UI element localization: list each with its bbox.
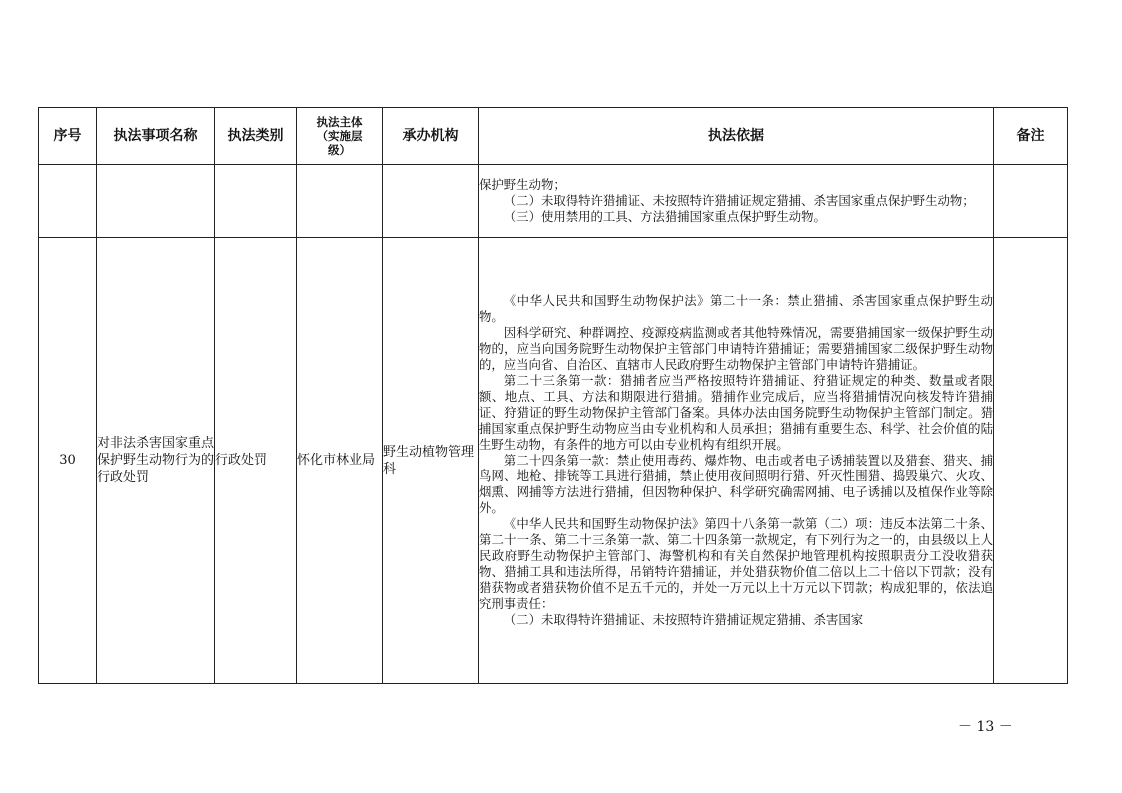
basis-paragraph: 第二十四条第一款：禁止使用毒药、爆炸物、电击或者电子诱捕装置以及猎套、猎夹、捕鸟网、地枪、排铳等工具进行猎捕，禁止使用夜间照明行猎、歼灭性围猎、捣毁巢穴、火攻、烟熏、网捕等方法进行猎捕，但因物种保护、科学研究确需网捕、电子诱捕以及植保作业等除外。 bbox=[479, 452, 993, 516]
header-basis: 执法依据 bbox=[479, 108, 994, 165]
header-remark: 备注 bbox=[994, 108, 1068, 165]
basis-paragraph: 第二十三条第一款：猎捕者应当严格按照特许猎捕证、狩猎证规定的种类、数量或者限额、地点、工具、方法和期限进行猎捕。猎捕作业完成后，应当将猎捕情况向核发特许猎捕证、狩猎证的野生动物保护主管部门备案。具体办法由国务院野生动物保护主管部门制定。猎捕国家重点保护野生动物应当由专业机构和人员承担；猎捕有重要生态、科学、社会价值的陆生野生动物，有条件的地方可以由专业机构有组织开展。 bbox=[479, 373, 993, 452]
cont-subject-cell bbox=[297, 165, 383, 238]
basis-paragraph: （二）未取得特许猎捕证、未按照特许猎捕证规定猎捕、杀害国家重点保护野生动物； bbox=[503, 193, 975, 209]
row-office: 野生动植物管理科 bbox=[383, 238, 479, 684]
continuation-row bbox=[39, 165, 1068, 238]
row-seq: 30 bbox=[39, 238, 97, 684]
row-item-name: 对非法杀害国家重点保护野生动物行为的行政处罚 bbox=[97, 238, 215, 684]
basis-paragraph: 保护野生动物； bbox=[479, 177, 566, 193]
header-subject-line2: （实施层 bbox=[316, 129, 363, 143]
header-row bbox=[39, 108, 1068, 165]
row-remark bbox=[994, 238, 1068, 684]
row-category: 行政处罚 bbox=[215, 238, 297, 684]
header-subject-line3: 级） bbox=[328, 143, 351, 157]
cont-category-cell bbox=[215, 165, 297, 238]
header-subject bbox=[297, 108, 383, 165]
basis-paragraph: 《中华人民共和国野生动物保护法》第二十一条：禁止猎捕、杀害国家重点保护野生动物。 bbox=[479, 293, 993, 325]
page-number: － 13 － bbox=[958, 719, 1013, 735]
cont-item-cell bbox=[97, 165, 215, 238]
cont-basis-cell bbox=[479, 165, 994, 238]
header-category: 执法类别 bbox=[215, 108, 297, 165]
cont-remark-cell bbox=[994, 165, 1068, 238]
cont-seq-cell bbox=[39, 165, 97, 238]
header-item-name: 执法事项名称 bbox=[97, 108, 215, 165]
basis-paragraph: （二）未取得特许猎捕证、未按照特许猎捕证规定猎捕、杀害国家 bbox=[503, 611, 864, 627]
row-basis bbox=[479, 238, 994, 684]
cont-office-cell bbox=[383, 165, 479, 238]
basis-paragraph: 因科学研究、种群调控、疫源疫病监测或者其他特殊情况，需要猎捕国家一级保护野生动物的，应当向国务院野生动物保护主管部门申请特许猎捕证；需要猎捕国家二级保护野生动物的，应当向省、自治区、直辖市人民政府野生动物保护主管部门申请特许猎捕证。 bbox=[479, 325, 993, 373]
table-row bbox=[39, 238, 1068, 684]
enforcement-table bbox=[38, 107, 1068, 684]
basis-paragraph: 《中华人民共和国野生动物保护法》第四十八条第一款第（二）项：违反本法第二十条、第二十一条、第二十三条第一款、第二十四条第一款规定，有下列行为之一的，由县级以上人民政府野生动物保护主管部门、海警机构和有关自然保护地管理机构按照职责分工没收猎获物、猎捕工具和违法所得，吊销特许猎捕证，并处猎获物价值二倍以上二十倍以下罚款；没有猎获物或者猎获物价值不足五千元的，并处一万元以上十万元以下罚款；构成犯罪的，依法追究刑事责任： bbox=[479, 516, 993, 611]
header-seq: 序号 bbox=[39, 108, 97, 165]
basis-paragraph: （三）使用禁用的工具、方法猎捕国家重点保护野生动物。 bbox=[503, 208, 826, 224]
header-office: 承办机构 bbox=[383, 108, 479, 165]
header-subject-line1: 执法主体 bbox=[316, 115, 363, 129]
row-subject: 怀化市林业局 bbox=[297, 238, 383, 684]
